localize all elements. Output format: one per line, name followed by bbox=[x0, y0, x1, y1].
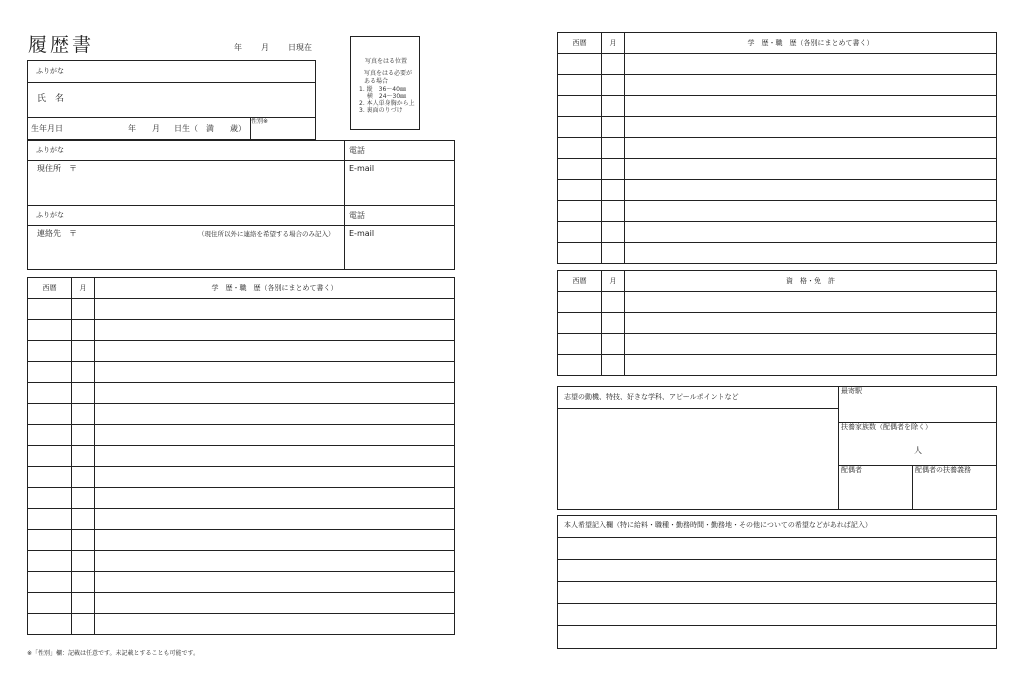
history-content-cell[interactable] bbox=[625, 159, 997, 180]
photo-line: 写真をはる必要が bbox=[364, 70, 413, 77]
history-year-cell[interactable] bbox=[28, 572, 72, 593]
history-content-cell[interactable] bbox=[95, 530, 455, 551]
history-month-cell[interactable] bbox=[72, 320, 95, 341]
col-content-header: 学 歴・職 歴（各別にまとめて書く） bbox=[625, 33, 997, 54]
address-field[interactable] bbox=[36, 176, 336, 202]
history-year-cell[interactable] bbox=[28, 593, 72, 614]
address-email-label: E-mail bbox=[349, 164, 375, 173]
table-row bbox=[558, 222, 997, 243]
history-month-cell[interactable] bbox=[72, 467, 95, 488]
history-content-cell[interactable] bbox=[95, 614, 455, 635]
contact-note: （現住所以外に連絡を希望する場合のみ記入） bbox=[198, 230, 335, 238]
history-month-cell[interactable] bbox=[72, 530, 95, 551]
history-year-cell[interactable] bbox=[28, 530, 72, 551]
spouse-support-field[interactable] bbox=[914, 477, 995, 508]
table-row bbox=[28, 614, 455, 635]
table-row bbox=[558, 117, 997, 138]
gender-label: 性別※ bbox=[251, 118, 269, 125]
table-row bbox=[28, 572, 455, 593]
history-year-cell[interactable] bbox=[28, 299, 72, 320]
table-header-row bbox=[558, 271, 997, 292]
qualification-year-cell[interactable] bbox=[558, 292, 602, 313]
history-month-cell[interactable] bbox=[72, 362, 95, 383]
name-label: 氏 名 bbox=[37, 94, 65, 104]
history-year-cell[interactable] bbox=[28, 320, 72, 341]
history-table-right bbox=[557, 32, 997, 264]
col-year-header: 西暦 bbox=[558, 271, 602, 292]
table-row bbox=[558, 243, 997, 264]
col-year-header: 西暦 bbox=[558, 33, 602, 54]
qualification-content-cell[interactable] bbox=[625, 355, 997, 376]
history-year-cell[interactable] bbox=[28, 404, 72, 425]
qualification-content-cell[interactable] bbox=[625, 334, 997, 355]
table-row bbox=[28, 383, 455, 404]
table-row bbox=[28, 530, 455, 551]
col-month-header: 月 bbox=[72, 278, 95, 299]
history-content-cell[interactable] bbox=[95, 341, 455, 362]
qualification-content-cell[interactable] bbox=[625, 292, 997, 313]
col-year-header: 西暦 bbox=[28, 278, 72, 299]
history-content-cell[interactable] bbox=[625, 54, 997, 75]
name-field[interactable] bbox=[80, 85, 310, 115]
contact-label: 連絡先 〒 bbox=[37, 229, 77, 238]
history-content-cell[interactable] bbox=[625, 222, 997, 243]
station-label: 最寄駅 bbox=[841, 387, 862, 395]
history-month-cell[interactable] bbox=[602, 75, 625, 96]
contact-email-label: E-mail bbox=[349, 229, 375, 238]
photo-line: 2. 本人単身胸から上 bbox=[359, 100, 415, 107]
history-year-cell[interactable] bbox=[558, 180, 602, 201]
history-content-cell[interactable] bbox=[95, 383, 455, 404]
contact-email-field[interactable] bbox=[348, 240, 452, 267]
history-content-cell[interactable] bbox=[95, 572, 455, 593]
history-content-cell[interactable] bbox=[95, 362, 455, 383]
history-month-cell[interactable] bbox=[72, 509, 95, 530]
contact-furigana-label: ふりがな bbox=[36, 211, 64, 219]
motivation-field[interactable] bbox=[560, 411, 835, 507]
divider bbox=[27, 117, 316, 118]
photo-heading: 写真をはる位置 bbox=[365, 58, 408, 65]
date-now-label: 日現在 bbox=[288, 43, 312, 52]
history-year-cell[interactable] bbox=[28, 614, 72, 635]
spouse-support-label: 配偶者の扶養義務 bbox=[915, 466, 971, 474]
qualification-month-cell[interactable] bbox=[602, 313, 625, 334]
address-email-field[interactable] bbox=[348, 176, 452, 202]
history-year-cell[interactable] bbox=[28, 341, 72, 362]
history-year-cell[interactable] bbox=[558, 243, 602, 264]
table-row bbox=[28, 551, 455, 572]
contact-field[interactable] bbox=[36, 240, 336, 267]
dependents-unit: 人 bbox=[914, 446, 922, 455]
table-row bbox=[28, 488, 455, 509]
history-month-cell[interactable] bbox=[72, 551, 95, 572]
table-row bbox=[558, 292, 997, 313]
photo-placeholder[interactable] bbox=[350, 36, 420, 130]
history-year-cell[interactable] bbox=[28, 509, 72, 530]
history-month-cell[interactable] bbox=[72, 446, 95, 467]
history-content-cell[interactable] bbox=[95, 299, 455, 320]
table-row bbox=[28, 593, 455, 614]
history-month-cell[interactable] bbox=[602, 96, 625, 117]
history-month-cell[interactable] bbox=[602, 243, 625, 264]
name-furigana-field[interactable] bbox=[80, 62, 310, 80]
birthdate-label: 生年月日 bbox=[31, 124, 63, 133]
divider bbox=[27, 82, 316, 83]
history-content-cell[interactable] bbox=[625, 180, 997, 201]
history-content-cell[interactable] bbox=[95, 551, 455, 572]
table-row bbox=[558, 54, 997, 75]
requests-line[interactable] bbox=[557, 537, 997, 538]
history-year-cell[interactable] bbox=[558, 117, 602, 138]
photo-line: 横 24〜30㎜ bbox=[359, 93, 407, 100]
divider bbox=[27, 205, 455, 206]
table-row bbox=[28, 446, 455, 467]
history-content-cell[interactable] bbox=[95, 488, 455, 509]
history-year-cell[interactable] bbox=[28, 446, 72, 467]
history-year-cell[interactable] bbox=[558, 138, 602, 159]
table-row bbox=[558, 75, 997, 96]
table-row bbox=[558, 201, 997, 222]
address-phone-label: 電話 bbox=[349, 146, 365, 155]
qualification-content-cell[interactable] bbox=[625, 313, 997, 334]
photo-line: ある場合 bbox=[364, 78, 389, 85]
history-content-cell[interactable] bbox=[95, 509, 455, 530]
table-row bbox=[28, 299, 455, 320]
dependents-field[interactable] bbox=[840, 436, 910, 462]
requests-line[interactable] bbox=[557, 559, 997, 560]
qualification-year-cell[interactable] bbox=[558, 313, 602, 334]
qualification-month-cell[interactable] bbox=[602, 355, 625, 376]
divider bbox=[557, 408, 838, 409]
history-content-cell[interactable] bbox=[95, 320, 455, 341]
table-header-row bbox=[558, 33, 997, 54]
spouse-field[interactable] bbox=[840, 477, 910, 508]
table-row bbox=[28, 362, 455, 383]
col-content-header: 資 格・免 許 bbox=[625, 271, 997, 292]
divider bbox=[27, 225, 455, 226]
qualifications-table bbox=[557, 270, 997, 376]
dependents-label: 扶養家族数（配偶者を除く） bbox=[841, 423, 932, 431]
station-field[interactable] bbox=[840, 398, 995, 420]
table-row bbox=[28, 320, 455, 341]
table-row bbox=[558, 334, 997, 355]
table-row bbox=[558, 96, 997, 117]
history-month-cell[interactable] bbox=[72, 341, 95, 362]
history-year-cell[interactable] bbox=[558, 222, 602, 243]
requests-line[interactable] bbox=[557, 603, 997, 604]
history-content-cell[interactable] bbox=[95, 404, 455, 425]
history-content-cell[interactable] bbox=[625, 138, 997, 159]
divider bbox=[912, 465, 913, 510]
history-year-cell[interactable] bbox=[28, 362, 72, 383]
history-year-cell[interactable] bbox=[28, 467, 72, 488]
col-month-header: 月 bbox=[602, 271, 625, 292]
table-row bbox=[28, 404, 455, 425]
history-month-cell[interactable] bbox=[602, 201, 625, 222]
photo-line: 1. 縦 36〜40㎜ bbox=[359, 86, 406, 93]
history-year-cell[interactable] bbox=[558, 54, 602, 75]
history-month-cell[interactable] bbox=[72, 614, 95, 635]
history-month-cell[interactable] bbox=[602, 54, 625, 75]
history-month-cell[interactable] bbox=[602, 180, 625, 201]
table-row bbox=[28, 467, 455, 488]
requests-block bbox=[557, 515, 997, 649]
table-row bbox=[28, 509, 455, 530]
table-row bbox=[558, 159, 997, 180]
date-month-label: 月 bbox=[261, 43, 269, 52]
footnote: ※「性別」欄：記載は任意です。未記載とすることも可能です。 bbox=[27, 650, 200, 657]
table-header-row bbox=[28, 278, 455, 299]
history-month-cell[interactable] bbox=[602, 222, 625, 243]
history-month-cell[interactable] bbox=[72, 299, 95, 320]
history-month-cell[interactable] bbox=[602, 117, 625, 138]
contact-phone-label: 電話 bbox=[349, 211, 365, 220]
date-year-label: 年 bbox=[234, 43, 242, 52]
history-content-cell[interactable] bbox=[625, 243, 997, 264]
history-content-cell[interactable] bbox=[625, 117, 997, 138]
col-content-header: 学 歴・職 歴（各別にまとめて書く） bbox=[95, 278, 455, 299]
divider bbox=[27, 160, 455, 161]
history-table-left bbox=[27, 277, 455, 635]
history-year-cell[interactable] bbox=[28, 383, 72, 404]
name-furigana-label: ふりがな bbox=[36, 67, 64, 75]
history-month-cell[interactable] bbox=[72, 383, 95, 404]
history-content-cell[interactable] bbox=[625, 75, 997, 96]
history-content-cell[interactable] bbox=[625, 96, 997, 117]
history-content-cell[interactable] bbox=[95, 425, 455, 446]
history-year-cell[interactable] bbox=[28, 425, 72, 446]
divider bbox=[838, 386, 839, 510]
requests-label: 本人希望記入欄（特に給料・職種・勤務時間・勤務地・その他についての希望などがあれば記入） bbox=[564, 521, 872, 529]
history-year-cell[interactable] bbox=[558, 159, 602, 180]
motivation-label: 志望の動機、特技、好きな学科、アピールポイントなど bbox=[564, 393, 739, 401]
history-year-cell[interactable] bbox=[558, 75, 602, 96]
history-year-cell[interactable] bbox=[558, 96, 602, 117]
history-month-cell[interactable] bbox=[72, 593, 95, 614]
history-content-cell[interactable] bbox=[95, 446, 455, 467]
history-month-cell[interactable] bbox=[602, 138, 625, 159]
history-year-cell[interactable] bbox=[28, 488, 72, 509]
photo-line: 3. 裏面のりづけ bbox=[359, 107, 403, 114]
address-furigana-label: ふりがな bbox=[36, 146, 64, 154]
birth-year-label: 年 bbox=[128, 124, 136, 133]
history-content-cell[interactable] bbox=[95, 467, 455, 488]
history-month-cell[interactable] bbox=[72, 572, 95, 593]
history-month-cell[interactable] bbox=[72, 404, 95, 425]
requests-line[interactable] bbox=[557, 581, 997, 582]
table-row bbox=[558, 355, 997, 376]
table-row bbox=[558, 313, 997, 334]
gender-field[interactable] bbox=[252, 126, 314, 139]
history-content-cell[interactable] bbox=[625, 201, 997, 222]
table-row bbox=[558, 138, 997, 159]
col-month-header: 月 bbox=[602, 33, 625, 54]
qualification-year-cell[interactable] bbox=[558, 355, 602, 376]
history-content-cell[interactable] bbox=[95, 593, 455, 614]
birth-day-age-label: 日生（ 満 歳） bbox=[174, 124, 246, 133]
history-year-cell[interactable] bbox=[28, 551, 72, 572]
resume-title: 履歴書 bbox=[28, 34, 95, 56]
qualification-month-cell[interactable] bbox=[602, 334, 625, 355]
qualification-month-cell[interactable] bbox=[602, 292, 625, 313]
birth-month-label: 月 bbox=[152, 124, 160, 133]
table-row bbox=[28, 425, 455, 446]
address-label: 現住所 〒 bbox=[37, 164, 77, 173]
history-year-cell[interactable] bbox=[558, 201, 602, 222]
requests-line[interactable] bbox=[557, 625, 997, 626]
history-month-cell[interactable] bbox=[72, 488, 95, 509]
history-month-cell[interactable] bbox=[602, 159, 625, 180]
qualification-year-cell[interactable] bbox=[558, 334, 602, 355]
table-row bbox=[28, 341, 455, 362]
history-month-cell[interactable] bbox=[72, 425, 95, 446]
spouse-label: 配偶者 bbox=[841, 466, 862, 474]
table-row bbox=[558, 180, 997, 201]
